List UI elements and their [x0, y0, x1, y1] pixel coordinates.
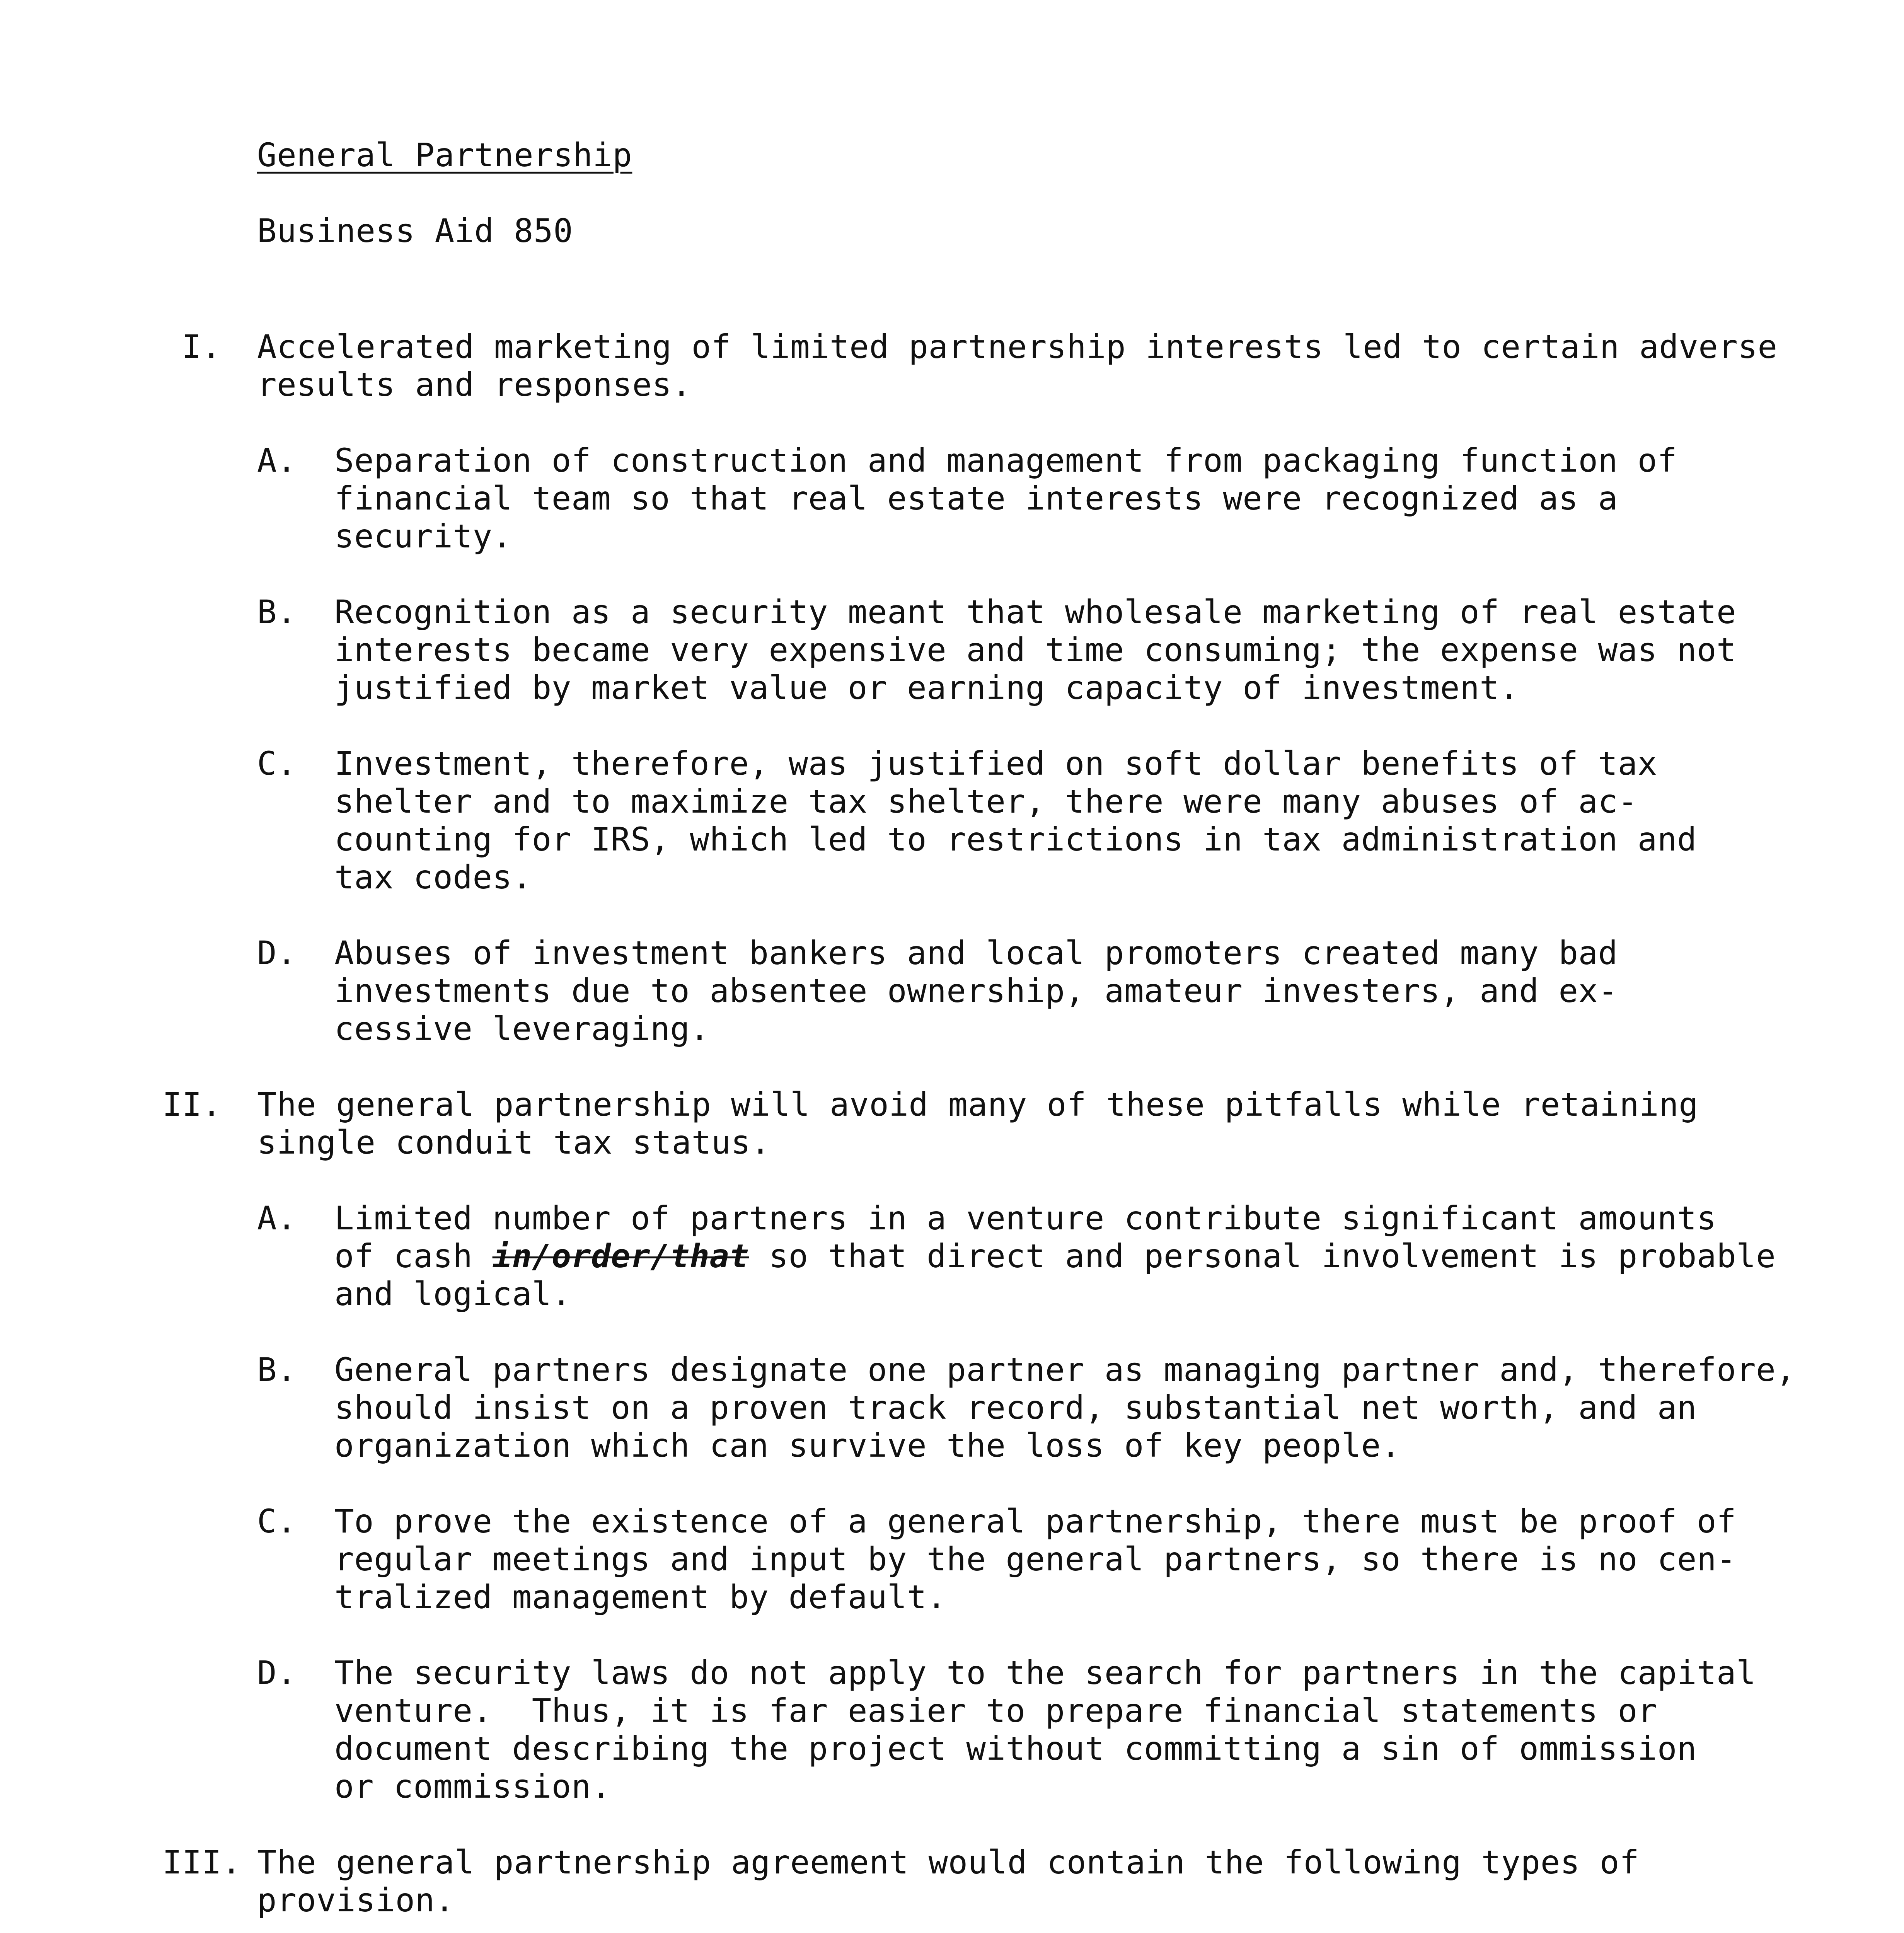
item-text-line: justified by market value or earning capacity of investment. — [334, 669, 1519, 707]
item-text-line: tax codes. — [334, 858, 532, 896]
item-text-line: document describing the project without committing a sin of ommission — [334, 1730, 1697, 1768]
item-text-line: Investment, therefore, was justified on soft dollar benefits of tax — [334, 745, 1657, 782]
section-numeral: I. — [182, 328, 222, 366]
item-letter: B. — [257, 593, 297, 631]
item-text-line: financial team so that real estate interests were recognized as a — [334, 479, 1618, 517]
item-letter: B. — [257, 1351, 297, 1389]
item-letter: A. — [257, 1199, 297, 1237]
document-subtitle: Business Aid 850 — [257, 212, 573, 250]
item-text-line: security. — [334, 517, 512, 555]
section-text-line: Accelerated marketing of limited partnership interests led to certain adverse — [257, 328, 1778, 366]
item-text-line: To prove the existence of a general partnership, there must be proof of — [334, 1502, 1737, 1540]
item-letter: C. — [257, 1502, 297, 1540]
section-text-line: single conduit tax status. — [257, 1123, 770, 1161]
item-text-line: General partners designate one partner as managing partner and, therefore, — [334, 1351, 1796, 1389]
section-numeral: II. — [162, 1086, 222, 1123]
item-text-line: and logical. — [334, 1275, 571, 1313]
item-text-line: Abuses of investment bankers and local promoters created many bad — [334, 934, 1618, 972]
item-text-line: or commission. — [334, 1768, 611, 1805]
item-text-line: The security laws do not apply to the search for partners in the capital — [334, 1654, 1756, 1692]
item-letter: D. — [257, 1654, 297, 1692]
text-after-strike: so that direct and personal involvement is probable — [749, 1237, 1776, 1275]
section-text-line: results and responses. — [257, 366, 692, 404]
section-text-line: The general partnership will avoid many of these pitfalls while retaining — [257, 1086, 1699, 1123]
item-text-line: Limited number of partners in a venture contribute significant amounts — [334, 1199, 1717, 1237]
section-text-line: The general partnership agreement would contain the following types of — [257, 1843, 1640, 1881]
item-text-line: tralized management by default. — [334, 1578, 947, 1616]
item-text-line: Separation of construction and management from packaging function of — [334, 441, 1677, 479]
item-text-line-with-strikeout — [334, 1237, 1776, 1275]
item-text-line: investments due to absentee ownership, amateur investers, and ex- — [334, 972, 1618, 1010]
item-text-line: interests became very expensive and time consuming; the expense was not — [334, 631, 1737, 669]
item-text-line: venture. Thus, it is far easier to prepare financial statements or — [334, 1692, 1657, 1730]
item-text-line: organization which can survive the loss of key people. — [334, 1427, 1401, 1464]
section-text-line: provision. — [257, 1881, 455, 1919]
item-letter: C. — [257, 745, 297, 782]
item-text-line: cessive leveraging. — [334, 1010, 710, 1048]
item-letter: D. — [257, 934, 297, 972]
struck-out-text: in/order/that — [492, 1237, 749, 1275]
item-text-line: should insist on a proven track record, substantial net worth, and an — [334, 1389, 1697, 1427]
item-letter: A. — [257, 441, 297, 479]
text-before-strike: of cash — [334, 1237, 493, 1275]
section-numeral: III. — [162, 1843, 242, 1881]
item-text-line: shelter and to maximize tax shelter, there were many abuses of ac- — [334, 782, 1638, 820]
item-text-line: counting for IRS, which led to restrictions in tax administration and — [334, 820, 1697, 858]
item-text-line: Recognition as a security meant that wholesale marketing of real estate — [334, 593, 1737, 631]
document-title: General Partnership — [257, 136, 632, 174]
item-text-line: regular meetings and input by the general partners, so there is no cen- — [334, 1540, 1737, 1578]
